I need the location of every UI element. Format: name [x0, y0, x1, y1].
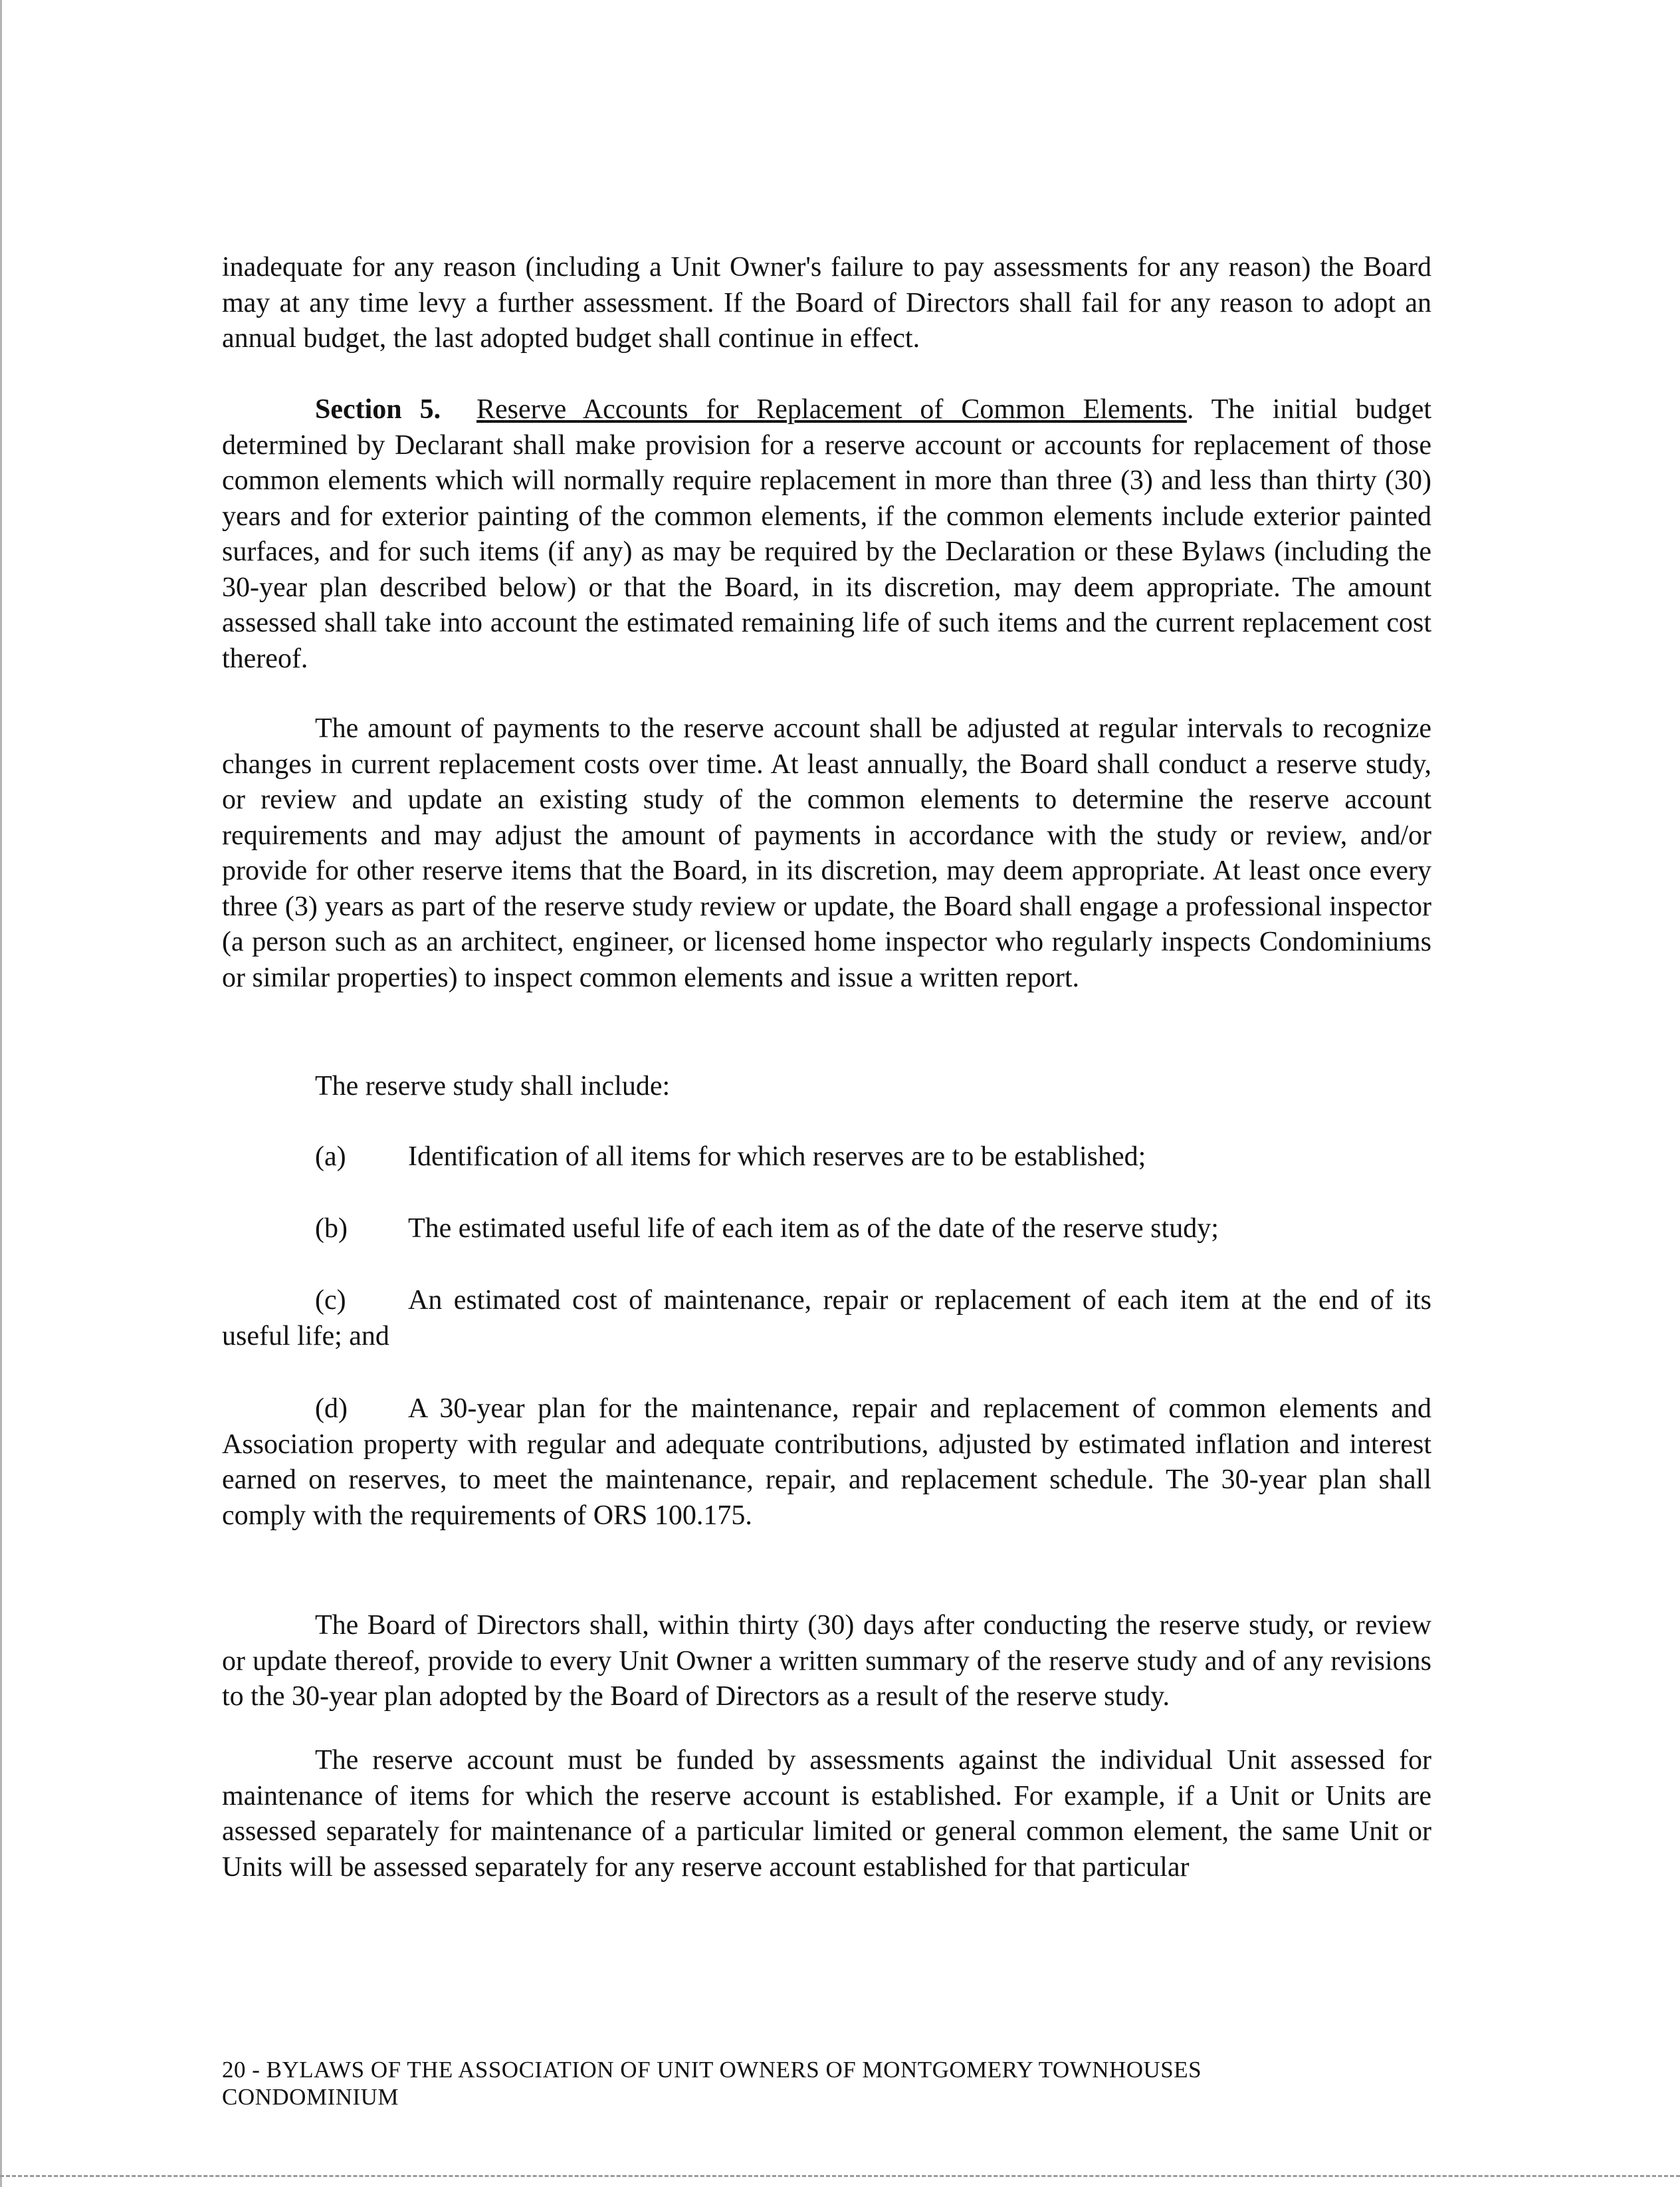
list-text-c: An estimated cost of maintenance, repair or replacement of each item at the end of its useful life; and — [222, 1285, 1431, 1351]
section-5-body: . The initial budget determined by Declarant shall make provision for a reserve account or accounts for replacement of those common elements which will normally require replacement in more than three (3) and less than thirty (30) years and for exterior painting of the common elements, if the common elements include exterior painted surfaces, and for such items (if any) as may be required by the Declaration or these Bylaws (including the 30-year plan described below) or that the Board, in its discretion, may deem appropriate. The amount assessed shall take into account the estimated remaining life of such items and the current replacement cost thereof. — [222, 394, 1432, 674]
paragraph-written-summary: The Board of Directors shall, within thirty (30) days after conducting the reserve study, or review or update thereof, provide to every Unit Owner a written summary of the reserve study and of any revisions to the 30-year plan adopted by the Board of Directors as a result of the reserve study. — [222, 1610, 1431, 1712]
list-item-c — [222, 1283, 1431, 1354]
paragraph-section-5 — [222, 392, 1431, 677]
page-footer — [222, 2056, 1352, 2111]
list-text-a: Identification of all items for which reserves are to be established; — [408, 1141, 1146, 1172]
section-5-label: Section 5. — [315, 394, 441, 425]
footer-line-2: CONDOMINIUM — [222, 2084, 399, 2110]
list-marker-c: (c) — [315, 1285, 346, 1316]
list-item-b — [222, 1211, 1431, 1247]
paragraph-reserve-payments: The amount of payments to the reserve account shall be adjusted at regular intervals to recognize changes in current replacement costs over time. At least annually, the Board shall conduct a reserve study, or review and update an existing study of the common elements to determine the reserve account requirements and may adjust the amount of payments in accordance with the study or review, and/or provide for other reserve items that the Board, in its discretion, may deem appropriate. At least once every three (3) years as part of the reserve study review or update, the Board shall engage a professional inspector (a person such as an architect, engineer, or licensed home inspector who regularly inspects Condominiums or similar properties) to inspect common elements and issue a written report. — [222, 713, 1431, 993]
scan-left-edge — [0, 0, 2, 2187]
paragraph-budget-continuation: inadequate for any reason (including a Unit Owner's failure to pay assessments for any reason) the Board may at any time levy a further assessment. If the Board of Directors shall fail for any reason to adopt an annual budget, the last adopted budget shall continue in effect. — [222, 252, 1431, 354]
list-text-d: A 30-year plan for the maintenance, repair and replacement of common elements and Association property with regular and adequate contributions, adjusted by estimated inflation and interest earned on reserves, to meet the maintenance, repair, and replacement schedule. The 30-year plan shall comply with the requirements of ORS 100.175. — [222, 1393, 1431, 1531]
paragraph-reserve-funding: The reserve account must be funded by assessments against the individual Unit assessed for maintenance of items for which the reserve account is established. For example, if a Unit or Units are assessed separately for maintenance of a particular limited or general common element, the same Unit or Units will be assessed separately for any reserve account established for that particular — [222, 1745, 1431, 1883]
section-5-title: Reserve Accounts for Replacement of Common Elements — [476, 394, 1187, 425]
scan-bottom-edge — [0, 2175, 1680, 2177]
list-marker-a: (a) — [315, 1141, 346, 1172]
list-marker-d: (d) — [315, 1393, 348, 1424]
list-item-d — [222, 1391, 1431, 1534]
list-text-b: The estimated useful life of each item as of the date of the reserve study; — [408, 1213, 1219, 1244]
footer-line-1: 20 - BYLAWS OF THE ASSOCIATION OF UNIT OWNERS OF MONTGOMERY TOWNHOUSES — [222, 2057, 1202, 2083]
list-marker-b: (b) — [315, 1213, 348, 1244]
list-item-a — [222, 1139, 1431, 1175]
paragraph-reserve-study-intro: The reserve study shall include: — [315, 1071, 671, 1101]
